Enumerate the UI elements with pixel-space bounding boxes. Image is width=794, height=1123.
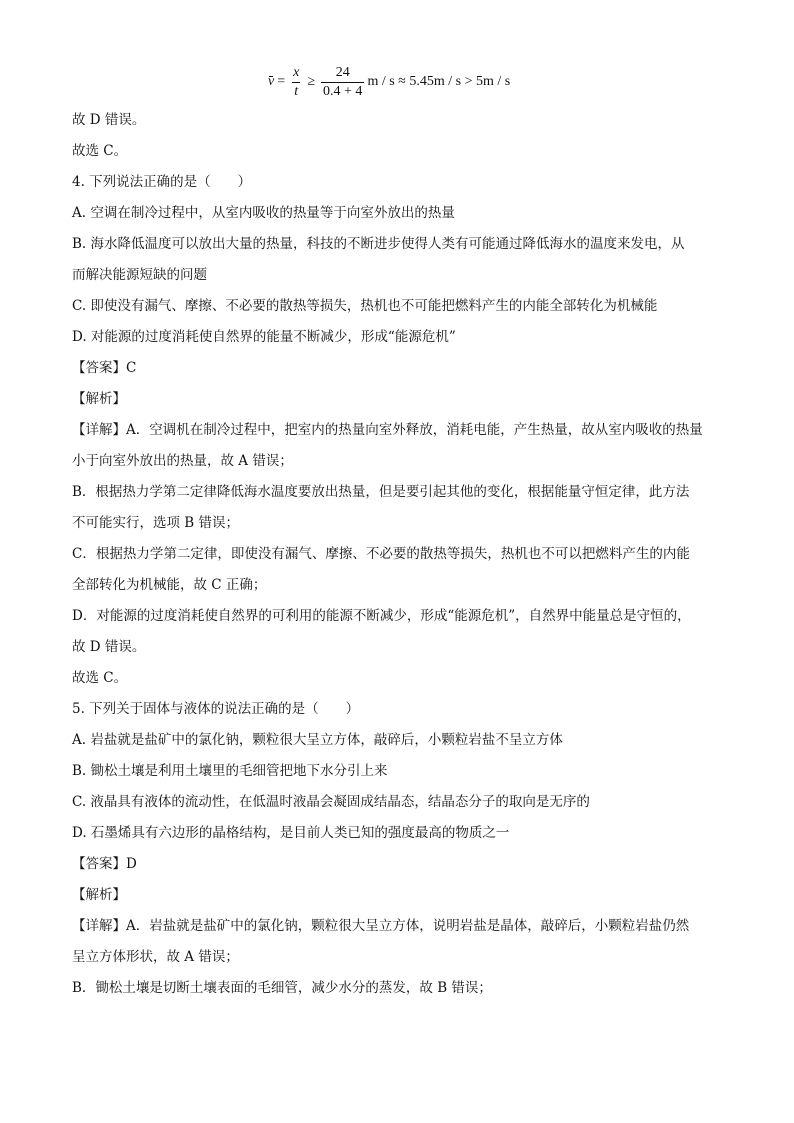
formula-frac1-denominator: t	[294, 83, 299, 99]
text-line: 故选 C。	[72, 670, 128, 686]
question-4-stem: 4. 下列说法正确的是（ ）	[72, 174, 252, 190]
text-line: 不可能实行，选项 B 错误；	[72, 515, 240, 531]
question-4-answer: 【答案】C	[72, 360, 137, 376]
text-line: 故 D 错误。	[72, 112, 146, 128]
text-line: 呈立方体形状，故 A 错误；	[72, 949, 239, 965]
formula-result: m / s ≈ 5.45m / s > 5m / s	[367, 74, 511, 89]
formula-avg-velocity: v	[268, 74, 275, 89]
text-line: B．根据热力学第二定律降低海水温度要放出热量，但是要引起其他的变化，根据能量守恒定律，此方法	[72, 484, 690, 500]
velocity-formula	[268, 60, 510, 104]
formula-fraction-xt	[291, 64, 301, 101]
question-5-answer: 【答案】D	[72, 856, 137, 872]
text-line: 小于向室外放出的热量，故 A 错误；	[72, 453, 293, 469]
question-5-option-d: D. 石墨烯具有六边形的晶格结构，是目前人类已知的强度最高的物质之一	[72, 825, 510, 841]
formula-frac1-numerator: x	[293, 64, 300, 80]
formula-equals: =	[277, 74, 286, 89]
formula-frac2-denominator: 0.4 + 4	[323, 83, 363, 99]
text-line: 【详解】A．空调机在制冷过程中，把室内的热量向室外释放，消耗电能，产生热量，故从室内吸收的热量	[72, 422, 703, 438]
question-5-option-a: A. 岩盐就是盐矿中的氯化钠，颗粒很大呈立方体，敲碎后，小颗粒岩盐不呈立方体	[72, 732, 563, 748]
question-5-option-b: B. 锄松土壤是利用土壤里的毛细管把地下水分引上来	[72, 763, 388, 779]
question-5-option-c: C. 液晶具有液体的流动性，在低温时液晶会凝固成结晶态，结晶态分子的取向是无序的	[72, 794, 590, 810]
question-5-stem: 5. 下列关于固体与液体的说法正确的是（ ）	[72, 701, 360, 717]
text-line: 全部转化为机械能，故 C 正确；	[72, 577, 267, 593]
text-line: B．锄松土壤是切断土壤表面的毛细管，减少水分的蒸发，故 B 错误；	[72, 980, 492, 996]
text-line: D．对能源的过度消耗使自然界的可利用的能源不断减少，形成“能源危机”，自然界中能量总是守恒的，	[72, 608, 691, 624]
formula-fraction-value	[321, 64, 364, 101]
question-4-option-b-cont: 而解决能源短缺的问题	[72, 267, 207, 283]
formula-geq: ≥	[307, 74, 316, 89]
question-4-option-b: B. 海水降低温度可以放出大量的热量，科技的不断进步使得人类有可能通过降低海水的温度来发电，从	[72, 236, 685, 252]
text-line: 故 D 错误。	[72, 639, 146, 655]
question-4-option-c: C. 即使没有漏气、摩擦、不必要的散热等损失，热机也不可能把燃料产生的内能全部转化为机械能	[72, 298, 658, 314]
question-4-analysis-heading: 【解析】	[72, 391, 126, 407]
text-line: C．根据热力学第二定律，即使没有漏气、摩擦、不必要的散热等损失，热机也不可以把燃料产生的内能	[72, 546, 690, 562]
formula-frac2-numerator: 24	[335, 64, 350, 80]
question-4-option-a: A. 空调在制冷过程中，从室内吸收的热量等于向室外放出的热量	[72, 205, 455, 221]
question-4-option-d: D. 对能源的过度消耗使自然界的能量不断减少，形成“能源危机”	[72, 329, 456, 345]
question-5-analysis-heading: 【解析】	[72, 887, 126, 903]
text-line: 【详解】A．岩盐就是盐矿中的氯化钠，颗粒很大呈立方体，说明岩盐是晶体，敲碎后，小颗粒岩盐仍然	[72, 918, 690, 934]
text-line: 故选 C。	[72, 143, 128, 159]
